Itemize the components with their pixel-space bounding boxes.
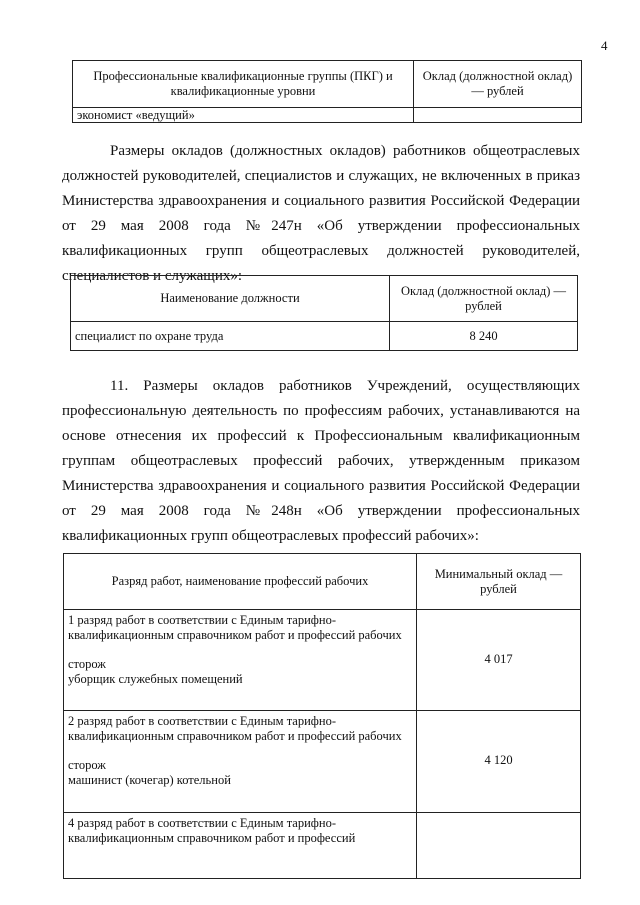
salary-cell: 4 017 bbox=[417, 610, 581, 711]
salary-cell: 8 240 bbox=[390, 322, 578, 351]
table-header-row bbox=[73, 61, 582, 108]
profession-item: сторож bbox=[68, 758, 106, 772]
profession-item: уборщик служебных помещений bbox=[68, 672, 243, 686]
table-row bbox=[73, 108, 582, 123]
profession-item: машинист (кочегар) котельной bbox=[68, 773, 231, 787]
paragraph-general-positions: Размеры окладов (должностных окладов) работников общеотраслевых должностей руководителей, специалистов и служащих, не включенных в приказ Министерства здравоохранения и социального развития Российской Федерации от 29 мая 2008 года №247н «Об утверждении профессиональных квалификационных групп общеотраслевых должностей руководителей, специалистов и служащих»: bbox=[62, 143, 580, 284]
grade-description: 1 разряд работ в соответствии с Единым тарифно-квалификационным справочником работ и профессий рабочих bbox=[68, 613, 402, 642]
column-header-grade: Разряд работ, наименование профессий рабочих bbox=[64, 554, 417, 610]
grade-description: 2 разряд работ в соответствии с Единым тарифно-квалификационным справочником работ и профессий рабочих bbox=[68, 714, 402, 743]
qualification-group-table bbox=[72, 60, 582, 123]
position-salary-table bbox=[70, 275, 578, 351]
column-header-position: Наименование должности bbox=[71, 276, 390, 322]
salary-cell bbox=[414, 108, 582, 123]
position-cell: специалист по охране труда bbox=[71, 322, 390, 351]
table-row bbox=[64, 711, 581, 813]
salary-cell bbox=[417, 813, 581, 879]
column-header-min-salary: Минимальный оклад — рублей bbox=[417, 554, 581, 610]
table-row bbox=[64, 610, 581, 711]
table-header-row bbox=[64, 554, 581, 610]
grade-cell bbox=[64, 610, 417, 711]
table-row bbox=[64, 813, 581, 879]
position-cell: экономист «ведущий» bbox=[73, 108, 414, 123]
worker-grade-table bbox=[63, 553, 581, 879]
grade-cell bbox=[64, 813, 417, 879]
page-number: 4 bbox=[601, 38, 608, 53]
table-row bbox=[71, 322, 578, 351]
column-header-salary: Оклад (должностной оклад) — рублей bbox=[390, 276, 578, 322]
table-header-row bbox=[71, 276, 578, 322]
salary-cell: 4 120 bbox=[417, 711, 581, 813]
grade-description: 4 разряд работ в соответствии с Единым тарифно-квалификационным справочником работ и профессий bbox=[68, 816, 356, 845]
paragraph-worker-professions: 11. Размеры окладов работников Учреждений, осуществляющих профессиональную деятельность по профессиям рабочих, устанавливаются на основе отнесения их профессий к Профессиональным квалификационным группам общеотраслевых профессий рабочих, утвержденным приказом Министерства здравоохранения и социального развития Российской Федерации от 29 мая 2008 года №248н «Об утверждении профессиональных квалификационных групп общеотраслевых профессий рабочих»: bbox=[62, 378, 580, 544]
grade-cell bbox=[64, 711, 417, 813]
profession-item: сторож bbox=[68, 657, 106, 671]
column-header-group: Профессиональные квалификационные группы (ПКГ) и квалификационные уровни bbox=[73, 61, 414, 108]
column-header-salary: Оклад (должностной оклад) — рублей bbox=[414, 61, 582, 108]
